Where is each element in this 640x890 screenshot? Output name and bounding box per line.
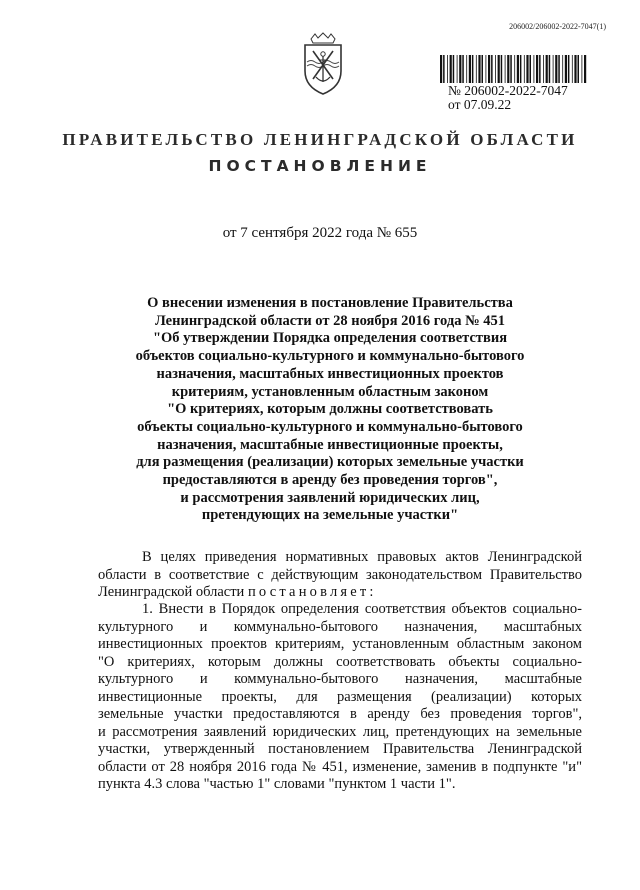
body-line: В целях приведения нормативных правовых актов Ленинградской [142, 549, 582, 565]
clause-1-paragraph [98, 601, 582, 794]
body-line: земельные участки предоставляются в аренду без проведения торгов", [98, 706, 582, 722]
title-line: для размещения (реализации) которых земельные участки [136, 454, 524, 471]
document-type-heading: ПОСТАНОВЛЕНИЕ [208, 157, 432, 175]
title-line: назначения, масштабных инвестиционных проектов [156, 365, 504, 382]
title-line: объекты социально-культурного и коммунально-бытового [137, 418, 523, 435]
title-line: О внесении изменения в постановление Правительства [147, 295, 513, 311]
document-reference: 206002/206002-2022-7047(1) [509, 22, 606, 31]
body-line: 1. Внести в Порядок определения соответствия объектов социально- [142, 601, 582, 617]
body-line: культурного и коммунально-бытового назначения, масштабных [98, 618, 582, 635]
title-line: и рассмотрения заявлений юридических лиц, [180, 489, 480, 506]
registration-number: № 206002-2022-7047 [448, 83, 568, 98]
title-line: критериям, установленным областным законом [171, 383, 489, 400]
title-line: Ленинградской области от 28 ноября 2016 года № 451 [154, 312, 506, 329]
registration-date: от 07.09.22 [448, 97, 512, 112]
title-line: предоставляются в аренду без проведения торгов", [162, 472, 498, 489]
preamble-paragraph [98, 549, 582, 602]
body-line: области в соответствие с действующим законодательством Правительство [98, 566, 582, 583]
body-line: участки, утвержденный постановлением Правительства Ленинградской [98, 741, 582, 757]
resolution-keyword: постановляет: [247, 584, 377, 600]
body-text: Ленинградской области [98, 584, 245, 600]
document-date-number: от 7 сентября 2022 года № 655 [222, 225, 418, 241]
title-line: "Об утверждении Порядка определения соответствия [152, 330, 508, 347]
organization-heading: ПРАВИТЕЛЬСТВО ЛЕНИНГРАДСКОЙ ОБЛАСТИ [62, 130, 578, 149]
body-line: инвестиционные проекты, для размещения (реализации) которых [98, 688, 582, 705]
body-line: и рассмотрения заявлений юридических лиц, претендующих на земельные [98, 723, 582, 740]
title-line: назначения, масштабные инвестиционные проекты, [157, 436, 503, 453]
registration-block [448, 84, 568, 112]
barcode-icon [438, 55, 588, 83]
body-line: инвестиционных проектов критериям, установленным областным законом [98, 636, 582, 652]
body-line: культурного и коммунально-бытового назначения, масштабные [98, 671, 582, 687]
body-line: области от 28 ноября 2016 года № 451, изменение, заменив в подпункте "и" [98, 758, 582, 775]
body-line: пункта 4.3 слова "частью 1" словами "пунктом 1 части 1". [98, 776, 456, 792]
body-line: "О критериях, которым должны соответствовать объекты социально- [98, 653, 582, 670]
coat-of-arms-icon [300, 32, 346, 98]
title-line: претендующих на земельные участки" [201, 507, 459, 524]
document-title [120, 295, 540, 525]
title-line: "О критериях, которым должны соответствовать [167, 401, 493, 418]
title-line: объектов социально-культурного и коммунально-бытового [135, 348, 525, 365]
body-line [98, 584, 582, 602]
